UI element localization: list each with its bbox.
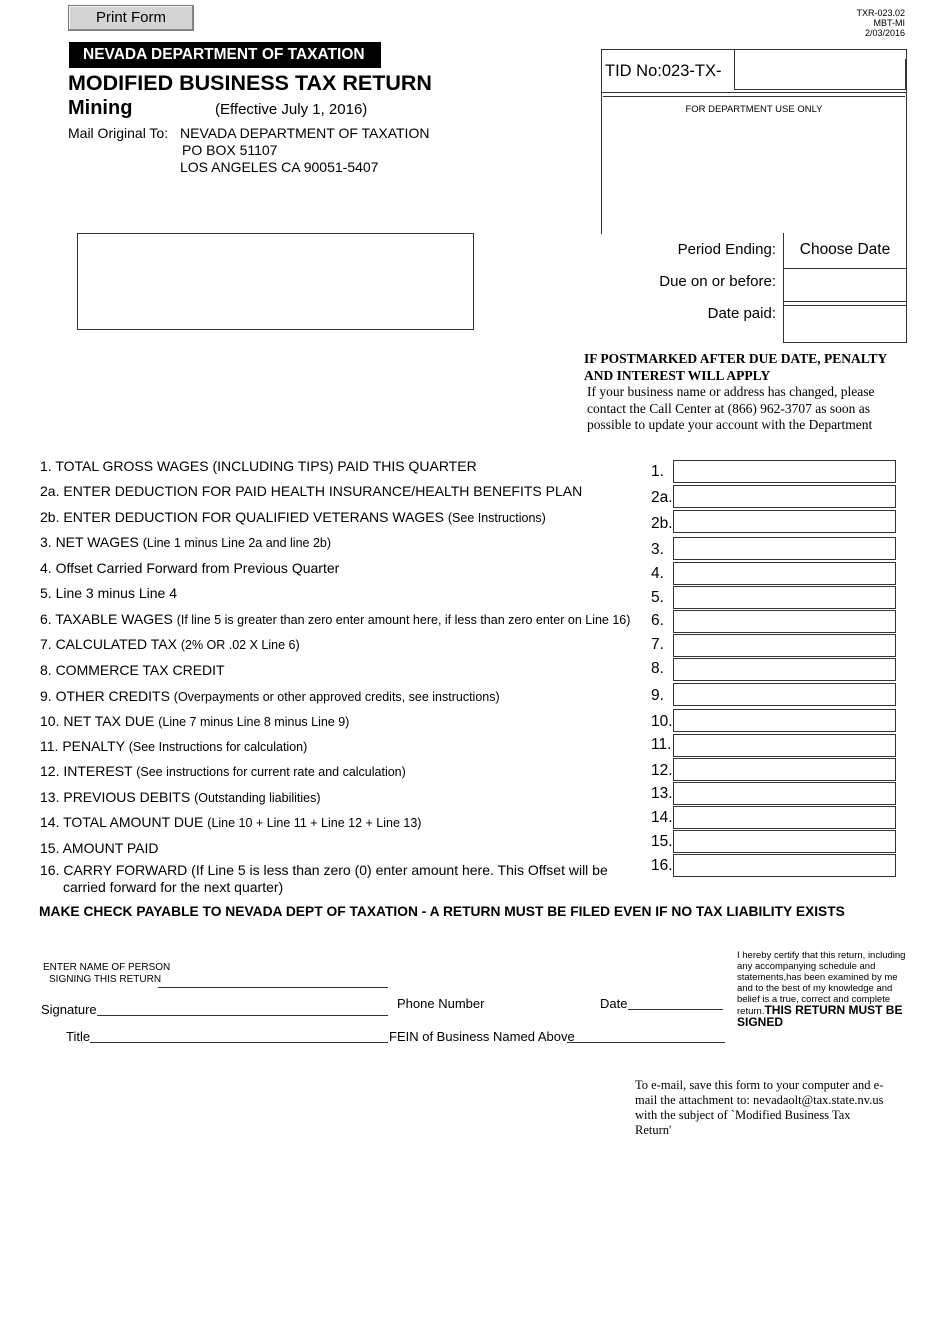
line-label	[40, 458, 477, 474]
line-label-note: (See Instructions)	[447, 511, 546, 525]
date-paid-input[interactable]	[784, 306, 906, 342]
must-sign-label: THIS RETURN MUST BE SIGNED	[737, 1003, 903, 1029]
form-code-line: MBT-MI	[873, 18, 905, 28]
line-label-main: 9. OTHER CREDITS	[40, 688, 170, 704]
line-amount-input[interactable]	[673, 854, 896, 877]
line-label-main: 11. PENALTY	[40, 738, 125, 754]
print-form-button[interactable]: Print Form	[68, 5, 194, 31]
line-label-note: (See instructions for current rate and calculation)	[136, 765, 406, 779]
line-number: 15.	[651, 833, 673, 850]
line-label-main: 7. CALCULATED TAX	[40, 636, 177, 652]
line-amount-input[interactable]	[673, 610, 896, 633]
penalty-warning: IF POSTMARKED AFTER DUE DATE, PENALTY AND INTEREST WILL APPLY	[584, 351, 887, 383]
mail-address-line: NEVADA DEPARTMENT OF TAXATION	[180, 125, 430, 141]
line-amount-input[interactable]	[673, 510, 896, 533]
line-number: 9.	[651, 687, 664, 704]
line-label-note: (Line 10 + Line 11 + Line 12 + Line 13)	[207, 816, 422, 830]
date-paid-label: Date paid:	[707, 305, 776, 322]
line-label	[40, 585, 177, 601]
line-label	[40, 738, 307, 754]
signer-name-label-line: SIGNING THIS RETURN	[49, 974, 162, 985]
line-amount-input[interactable]	[673, 782, 896, 805]
business-address-box[interactable]	[77, 233, 474, 330]
line-number: 16.	[651, 857, 673, 874]
line-number: 8.	[651, 660, 664, 677]
department-banner: NEVADA DEPARTMENT OF TAXATION	[69, 42, 381, 68]
line-number: 3.	[651, 541, 664, 558]
line-label-note: (Overpayments or other approved credits, see instructions)	[173, 690, 500, 704]
line-number: 1.	[651, 463, 664, 480]
line-number: 2a.	[651, 489, 673, 506]
line-number: 14.	[651, 809, 673, 826]
line-label-main: 15. AMOUNT PAID	[40, 840, 159, 856]
line-label-main: 3. NET WAGES	[40, 534, 139, 550]
effective-date: (Effective July 1, 2016)	[215, 101, 368, 118]
line-label-main: 14. TOTAL AMOUNT DUE	[40, 814, 204, 830]
certify-text: I hereby certify that this return, including any accompanying schedule and statements,has been examined by me and to the best of my knowledge and belief is a true, correct and complete return.	[737, 950, 906, 1017]
mail-label: Mail Original To:	[68, 125, 169, 141]
line-amount-input[interactable]	[673, 537, 896, 560]
signer-name-input[interactable]	[158, 987, 388, 988]
line-label-main: 13. PREVIOUS DEBITS	[40, 789, 191, 805]
form-code	[856, 8, 905, 38]
line-amount-input[interactable]	[673, 806, 896, 829]
line-label	[40, 840, 159, 856]
line-16-continuation: carried forward for the next quarter)	[63, 879, 284, 895]
line-label-main: 8. COMMERCE TAX CREDIT	[40, 662, 225, 678]
line-label	[40, 483, 582, 499]
mail-address-line: LOS ANGELES CA 90051-5407	[180, 159, 379, 175]
line-amount-input[interactable]	[673, 758, 896, 781]
line-amount-input[interactable]	[673, 562, 896, 585]
mail-address	[180, 125, 429, 176]
line-number: 11.	[651, 736, 672, 753]
line-label-note: (2% OR .02 X Line 6)	[180, 638, 300, 652]
line-amount-input[interactable]	[673, 460, 896, 483]
make-check-notice: MAKE CHECK PAYABLE TO NEVADA DEPT OF TAXATION - A RETURN MUST BE FILED EVEN IF NO TAX LIABILITY EXISTS	[39, 904, 845, 919]
line-amount-input[interactable]	[673, 586, 896, 609]
due-date-label: Due on or before:	[659, 273, 776, 290]
line-number: 4.	[651, 565, 664, 582]
line-number: 13.	[651, 785, 673, 802]
line-label	[40, 611, 630, 627]
line-label-note: (Line 1 minus Line 2a and line 2b)	[142, 536, 332, 550]
penalty-notice	[584, 351, 894, 434]
line-label-note: (See Instructions for calculation)	[128, 740, 308, 754]
line-label-main: 2a. ENTER DEDUCTION FOR PAID HEALTH INSURANCE/HEALTH BENEFITS PLAN	[40, 483, 583, 499]
line-label	[40, 789, 321, 805]
tid-divider	[601, 92, 907, 93]
line-number: 12.	[651, 762, 673, 779]
line-number: 7.	[651, 636, 664, 653]
phone-label: Phone Number	[397, 996, 485, 1011]
line-label-note: (Line 7 minus Line 8 minus Line 9)	[158, 715, 350, 729]
email-instructions: To e-mail, save this form to your computer and e-mail the attachment to: nevadaolt@tax.state.nv.us with the subject of `Modified Business Tax Return'	[635, 1078, 884, 1137]
certification-statement	[737, 950, 912, 1029]
date-divider	[784, 301, 906, 302]
date-label: Date	[600, 996, 628, 1011]
signer-name-label	[43, 962, 170, 986]
line-label	[40, 688, 500, 704]
period-ending-date-picker[interactable]: Choose Date	[799, 241, 891, 258]
title-label: Title	[66, 1029, 91, 1044]
line-amount-input[interactable]	[673, 830, 896, 853]
signature-label: Signature	[41, 1002, 97, 1017]
line-label	[40, 862, 608, 878]
line-number: 10.	[651, 713, 673, 730]
line-label-main: 10. NET TAX DUE	[40, 713, 155, 729]
line-label	[40, 560, 339, 576]
line-label	[40, 509, 546, 525]
line-label-main: 5. Line 3 minus Line 4	[40, 585, 177, 601]
line-label	[40, 636, 300, 652]
form-subtitle: Mining	[68, 97, 133, 119]
department-use-label: FOR DEPARTMENT USE ONLY	[685, 104, 823, 115]
line-label	[40, 713, 349, 729]
tid-divider	[734, 49, 735, 59]
due-date-input[interactable]	[784, 269, 906, 301]
line-label-main: 1. TOTAL GROSS WAGES (INCLUDING TIPS) PAID THIS QUARTER	[40, 458, 477, 474]
fein-input[interactable]	[567, 1042, 725, 1043]
form-code-line: 2/03/2016	[864, 28, 905, 38]
line-label-note: (If line 5 is greater than zero enter amount here, if less than zero enter on Line 16)	[176, 613, 631, 627]
line-amount-input[interactable]	[673, 683, 896, 706]
line-amount-input[interactable]	[673, 734, 896, 757]
period-ending-label: Period Ending:	[677, 241, 776, 258]
line-label-main: 4. Offset Carried Forward from Previous Quarter	[40, 560, 340, 576]
line-amount-input[interactable]	[673, 634, 896, 657]
title-input[interactable]	[90, 1042, 388, 1043]
tid-divider	[603, 96, 905, 97]
line-label-main: 12. INTEREST	[40, 763, 133, 779]
signature-input[interactable]	[97, 1015, 388, 1016]
mail-address-line: PO BOX 51107	[182, 142, 278, 158]
line-number: 6.	[651, 612, 664, 629]
line-amount-input[interactable]	[673, 485, 896, 508]
line-amount-input[interactable]	[673, 658, 896, 681]
line-label	[40, 763, 406, 779]
line-amount-input[interactable]	[673, 709, 896, 732]
address-change-note: If your business name or address has changed, please contact the Call Center at (866) 962-3707 as soon as possible to update your account with the Department	[587, 384, 875, 432]
line-label-main: 2b. ENTER DEDUCTION FOR QUALIFIED VETERANS WAGES	[40, 509, 444, 525]
line-label	[40, 662, 225, 678]
tid-input[interactable]	[734, 59, 906, 90]
signature-date-input[interactable]	[628, 1009, 723, 1010]
line-number: 5.	[651, 589, 664, 606]
line-label-main: 16. CARRY FORWARD (If Line 5 is less than zero (0) enter amount here. This Offset will be	[40, 862, 608, 878]
line-label	[40, 814, 421, 830]
line-label-main: 6. TAXABLE WAGES	[40, 611, 173, 627]
signer-name-label-line: ENTER NAME OF PERSON	[43, 962, 171, 973]
form-title: MODIFIED BUSINESS TAX RETURN	[68, 71, 432, 95]
line-label-note: (Outstanding liabilities)	[194, 791, 321, 805]
form-code-line: TXR-023.02	[856, 8, 905, 18]
tid-label: TID No:023-TX-	[605, 62, 722, 80]
line-label	[40, 534, 331, 550]
fein-label: FEIN of Business Named Above	[389, 1029, 575, 1044]
line-number: 2b.	[651, 515, 673, 532]
